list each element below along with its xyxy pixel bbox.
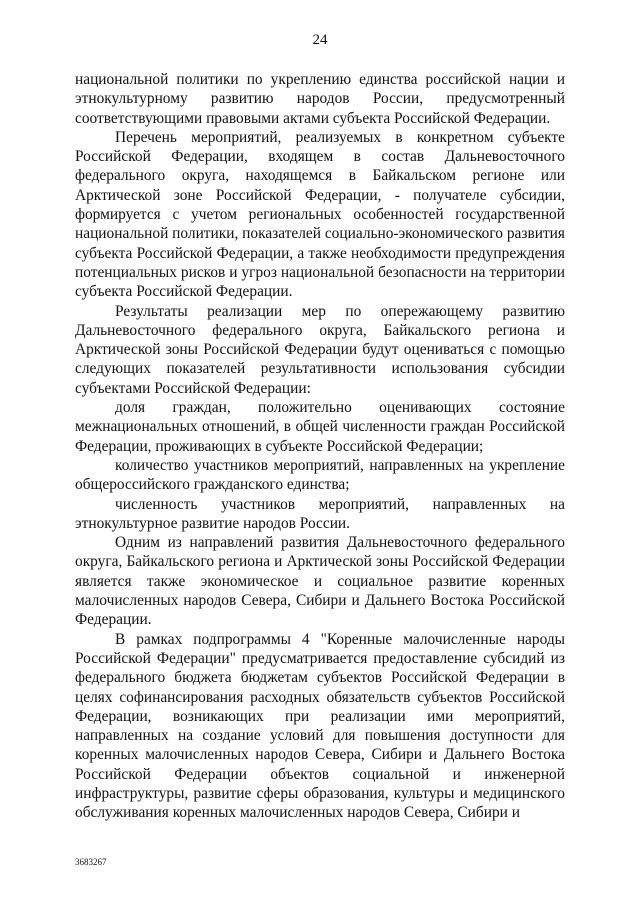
document-id: 3683267 — [75, 857, 107, 867]
paragraph-results-evaluation: Результаты реализации мер по опережающему развитию Дальневосточного федерального округа, Байкальского региона и Арктической зоны Российской Федерации будут оцениваться с помощью следующих показателей результативности использования субсидии субъектами Российской Федерации: — [75, 302, 565, 397]
document-body — [75, 70, 565, 823]
indicator-participants-unity: количество участников мероприятий, направленных на укрепление общероссийского гражданского единства; — [75, 456, 565, 494]
page-number: 24 — [312, 32, 328, 48]
paragraph-subprogram-4: В рамках подпрограммы 4 "Коренные малочисленные народы Российской Федерации" предусматривается предоставление субсидий из федерального бюджета бюджетам субъектов Российской Федерации в целях софинансирования расходных обязательств субъектов Российской Федерации, возникающих при реализации ими мероприятий, направленных на создание условий для повышения доступности для коренных малочисленных народов Севера, Сибири и Дальнего Востока Российской Федерации объектов социальной и инженерной инфраструктуры, развитие сферы образования, культуры и медицинского обслуживания коренных малочисленных народов Севера, Сибири и — [75, 630, 565, 822]
indicator-share-of-citizens: доля граждан, положительно оценивающих состояние межнациональных отношений, в общей численности граждан Российской Федерации, проживающих в субъекте Российской Федерации; — [75, 399, 565, 455]
paragraph-measures-list: Перечень мероприятий, реализуемых в конкретном субъекте Российской Федерации, входящем в состав Дальневосточного федерального округа, находящемся в Байкальском регионе или Арктической зоне Российской Федерации, - получателе субсидии, формируется с учетом региональных особенностей государственной национальной политики, показателей социально-экономического развития субъекта Российской Федерации, а также необходимости предупреждения потенциальных рисков и угроз национальной безопасности на территории субъекта Российской Федерации. — [75, 128, 565, 301]
paragraph-indigenous-development: Одним из направлений развития Дальневосточного федерального округа, Байкальского региона и Арктической зоны Российской Федерации является также экономическое и социальное развитие коренных малочисленных народов Севера, Сибири и Дальнего Востока Российской Федерации. — [75, 534, 565, 629]
paragraph-continuation: национальной политики по укреплению единства российской нации и этнокультурному развитию народов России, предусмотренный соответствующими правовыми актами субъекта Российской Федерации. — [75, 71, 565, 127]
indicator-participants-ethnocultural: численность участников мероприятий, направленных на этнокультурное развитие народов России. — [75, 495, 565, 532]
